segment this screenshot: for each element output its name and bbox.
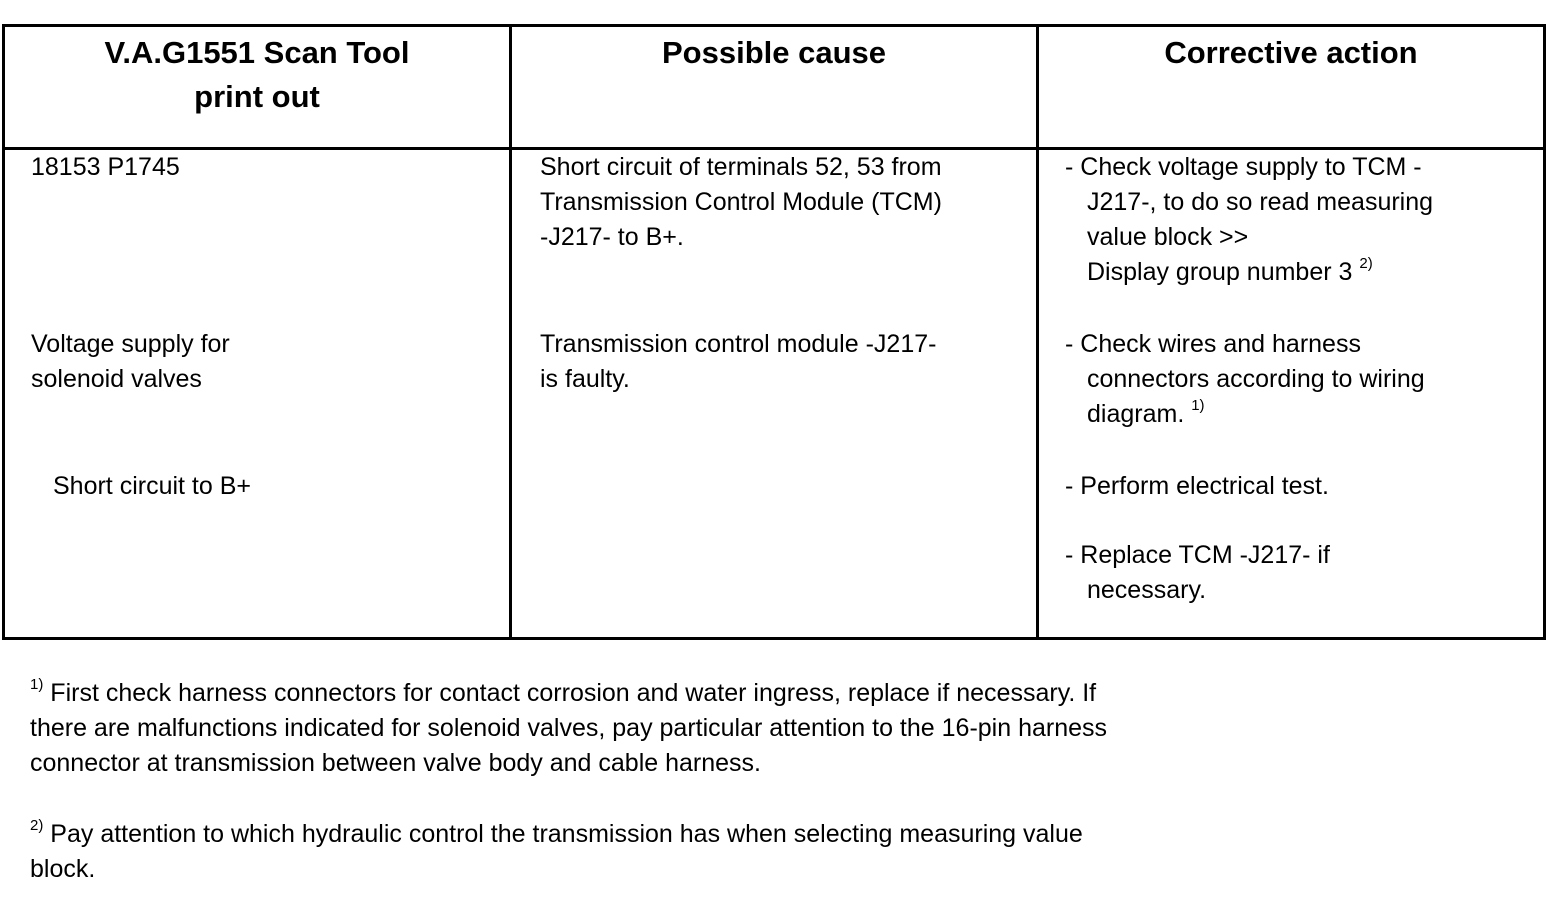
action-line: J217-, to do so read measuring — [1087, 188, 1434, 216]
action-line: value block >> — [1087, 223, 1249, 251]
action-line-text: Display group number 3 — [1087, 258, 1353, 286]
diagnostic-table — [2, 24, 1546, 640]
cause-item — [540, 327, 936, 397]
cause-line: Transmission Control Module (TCM) — [540, 188, 942, 216]
header-line: Possible cause — [661, 35, 886, 70]
action-line-text: diagram. — [1087, 400, 1185, 428]
header-corrective-action — [1038, 26, 1545, 149]
footnote-line: connector at transmission between valve body and cable harness. — [30, 749, 761, 777]
fault-code — [31, 150, 180, 185]
footnote-line: block. — [30, 855, 96, 883]
printout-cell — [4, 149, 511, 639]
header-line: Corrective action — [1164, 35, 1418, 70]
corrective-action-cell — [1038, 149, 1545, 639]
action-line: - Check wires and harness — [1065, 330, 1361, 358]
footnote-ref: 2) — [1359, 255, 1373, 272]
table-header-row — [4, 26, 1545, 149]
action-item — [1065, 150, 1555, 290]
action-line: connectors according to wiring — [1087, 365, 1425, 393]
header-line: print out — [194, 79, 320, 114]
footnote-line: there are malfunctions indicated for solenoid valves, pay particular attention to the 16-pin harness — [30, 714, 1108, 742]
action-item — [1065, 538, 1555, 608]
fault-detail-text: Short circuit to B+ — [53, 472, 251, 500]
cause-line: Short circuit of terminals 52, 53 from — [540, 153, 942, 181]
fault-description-line: solenoid valves — [31, 365, 202, 393]
table-row — [4, 149, 1545, 639]
fault-description-line: Voltage supply for — [31, 330, 230, 358]
header-possible-cause — [511, 26, 1038, 149]
footnote-marker: 2) — [30, 817, 44, 834]
action-item — [1065, 327, 1555, 432]
action-item — [1065, 469, 1555, 504]
header-line: V.A.G1551 Scan Tool — [104, 35, 410, 70]
footnote-ref: 1) — [1191, 397, 1205, 414]
cause-line: is faulty. — [540, 365, 630, 393]
fault-code-text: 18153 P1745 — [31, 153, 180, 181]
cause-line: -J217- to B+. — [540, 223, 684, 251]
footnote-2 — [30, 817, 1270, 887]
header-scan-tool-printout — [4, 26, 511, 149]
action-line — [1065, 255, 1555, 290]
action-line: - Check voltage supply to TCM - — [1065, 153, 1422, 181]
possible-cause-cell — [511, 149, 1038, 639]
footnote-text: First check harness connectors for contact corrosion and water ingress, replace if necessary. If — [50, 679, 1097, 707]
fault-detail — [53, 469, 251, 504]
fault-description — [31, 327, 230, 397]
footnotes — [30, 676, 1270, 923]
cause-line: Transmission control module -J217- — [540, 330, 937, 358]
action-line: - Replace TCM -J217- if — [1065, 541, 1330, 569]
action-line: - Perform electrical test. — [1065, 472, 1329, 500]
footnote-text: Pay attention to which hydraulic control the transmission has when selecting measuring value — [50, 820, 1083, 848]
action-line — [1065, 397, 1555, 432]
footnote-line — [30, 676, 1270, 711]
cause-item — [540, 150, 942, 255]
action-line: necessary. — [1087, 576, 1207, 604]
footnote-1 — [30, 676, 1270, 781]
footnote-line — [30, 817, 1270, 852]
footnote-marker: 1) — [30, 676, 44, 693]
